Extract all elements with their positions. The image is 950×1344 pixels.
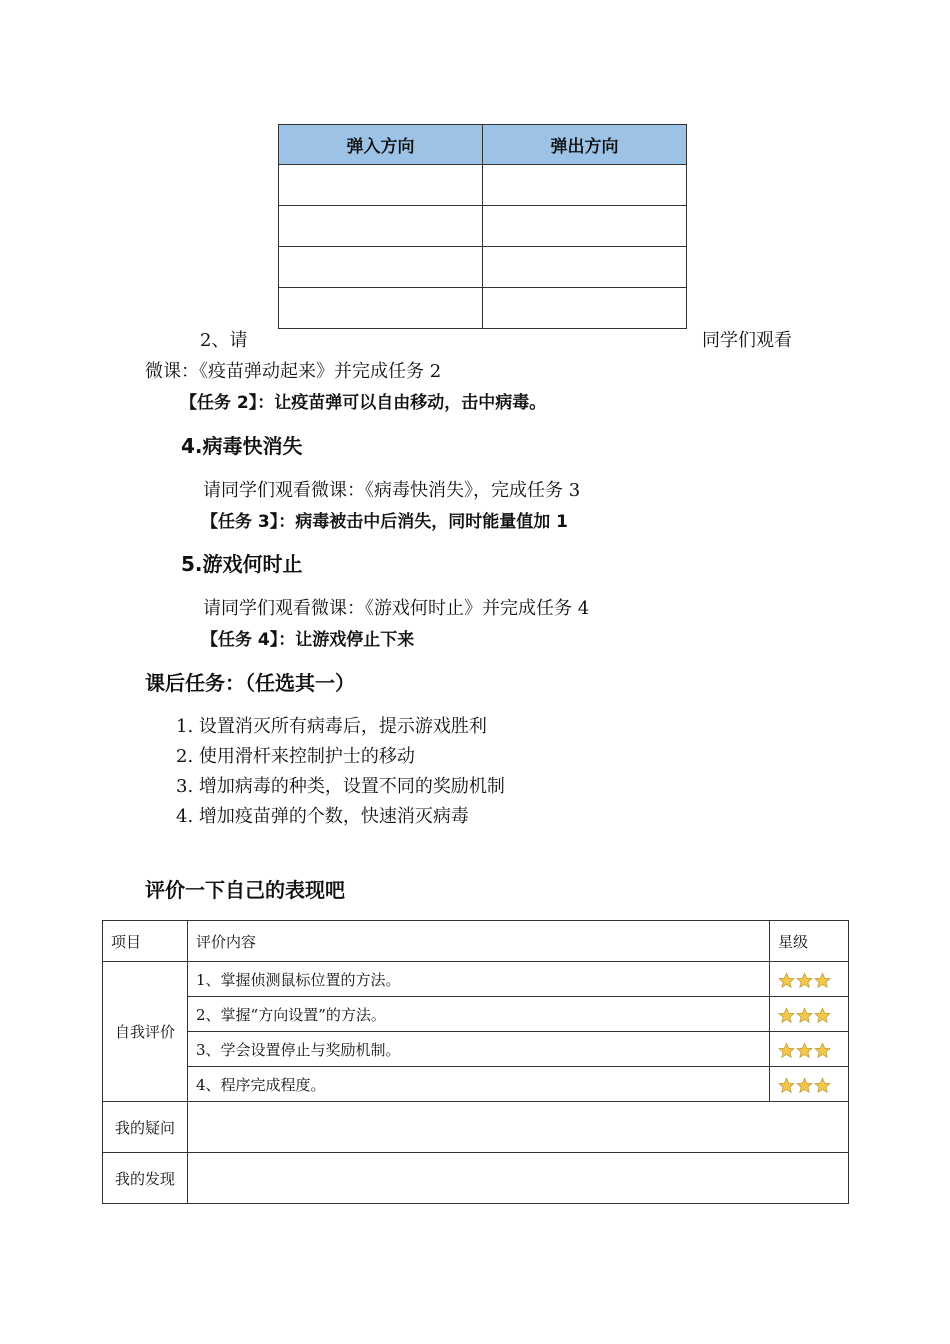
section2-line1-right: 同学们观看: [702, 330, 792, 351]
star-rating[interactable]: [770, 962, 849, 997]
section2-line2: 微课：《疫苗弹动起来》并完成任务 2: [145, 361, 442, 382]
self-eval-label: 自我评价: [103, 962, 188, 1102]
direction-table: [278, 124, 687, 329]
star-icon: [778, 1077, 795, 1094]
header-in-direction: 弹入方向: [279, 125, 483, 165]
star-icon: [814, 1077, 831, 1094]
task-4: 【任务 4】：让游戏停止下来: [201, 630, 415, 650]
star-rating[interactable]: [770, 1067, 849, 1102]
criteria-row: [103, 997, 849, 1032]
criteria-text: 3、学会设置停止与奖励机制。: [188, 1032, 770, 1067]
criteria-text: 4、程序完成程度。: [188, 1067, 770, 1102]
table-row: [279, 288, 687, 329]
star-icon: [814, 1007, 831, 1024]
star-icon: [796, 1007, 813, 1024]
evaluation-header-row: [103, 921, 849, 962]
discovery-label: 我的发现: [103, 1153, 188, 1204]
evaluation-heading: 评价一下自己的表现吧: [145, 878, 345, 902]
section4-heading: 4.病毒快消失: [181, 434, 303, 458]
homework-heading: 课后任务：（任选其一）: [145, 671, 355, 695]
question-row: [103, 1102, 849, 1153]
star-icon: [796, 1077, 813, 1094]
star-rating[interactable]: [770, 997, 849, 1032]
star-icon: [814, 1042, 831, 1059]
table-cell: [483, 288, 687, 329]
star-icon: [778, 972, 795, 989]
homework-item: 1. 设置消灭所有病毒后，提示游戏胜利: [176, 716, 487, 737]
star-icon: [814, 972, 831, 989]
discovery-row: [103, 1153, 849, 1204]
star-icon: [778, 1042, 795, 1059]
homework-item: 4. 增加疫苗弹的个数，快速消灭病毒: [176, 806, 469, 827]
table-cell: [279, 206, 483, 247]
direction-table-header-row: [279, 125, 687, 165]
star-icon: [796, 1042, 813, 1059]
discovery-input[interactable]: [188, 1153, 849, 1204]
header-content: 评价内容: [188, 921, 770, 962]
section5-heading: 5.游戏何时止: [181, 552, 303, 576]
task-3: 【任务 3】：病毒被击中后消失，同时能量值加 1: [201, 512, 568, 532]
question-label: 我的疑问: [103, 1102, 188, 1153]
star-icon: [778, 1007, 795, 1024]
criteria-row: [103, 1067, 849, 1102]
header-stars: 星级: [770, 921, 849, 962]
task-2: 【任务 2】：让疫苗弹可以自由移动，击中病毒。: [180, 393, 547, 413]
homework-item: 3. 增加病毒的种类，设置不同的奖励机制: [176, 776, 505, 797]
table-cell: [279, 247, 483, 288]
table-cell: [483, 247, 687, 288]
table-cell: [483, 206, 687, 247]
criteria-text: 1、掌握侦测鼠标位置的方法。: [188, 962, 770, 997]
star-rating[interactable]: [770, 1032, 849, 1067]
criteria-row: [103, 962, 849, 997]
header-item: 项目: [103, 921, 188, 962]
criteria-row: [103, 1032, 849, 1067]
section2-line1-left: 2、请: [200, 330, 248, 351]
criteria-text: 2、掌握“方向设置”的方法。: [188, 997, 770, 1032]
evaluation-table: [102, 920, 849, 1204]
star-icon: [796, 972, 813, 989]
table-row: [279, 247, 687, 288]
header-out-direction: 弹出方向: [483, 125, 687, 165]
table-cell: [279, 165, 483, 206]
table-cell: [279, 288, 483, 329]
table-row: [279, 206, 687, 247]
homework-item: 2. 使用滑杆来控制护士的移动: [176, 746, 415, 767]
table-cell: [483, 165, 687, 206]
section5-text: 请同学们观看微课：《游戏何时止》并完成任务 4: [203, 598, 590, 619]
section4-text: 请同学们观看微课：《病毒快消失》，完成任务 3: [203, 480, 581, 501]
question-input[interactable]: [188, 1102, 849, 1153]
table-row: [279, 165, 687, 206]
